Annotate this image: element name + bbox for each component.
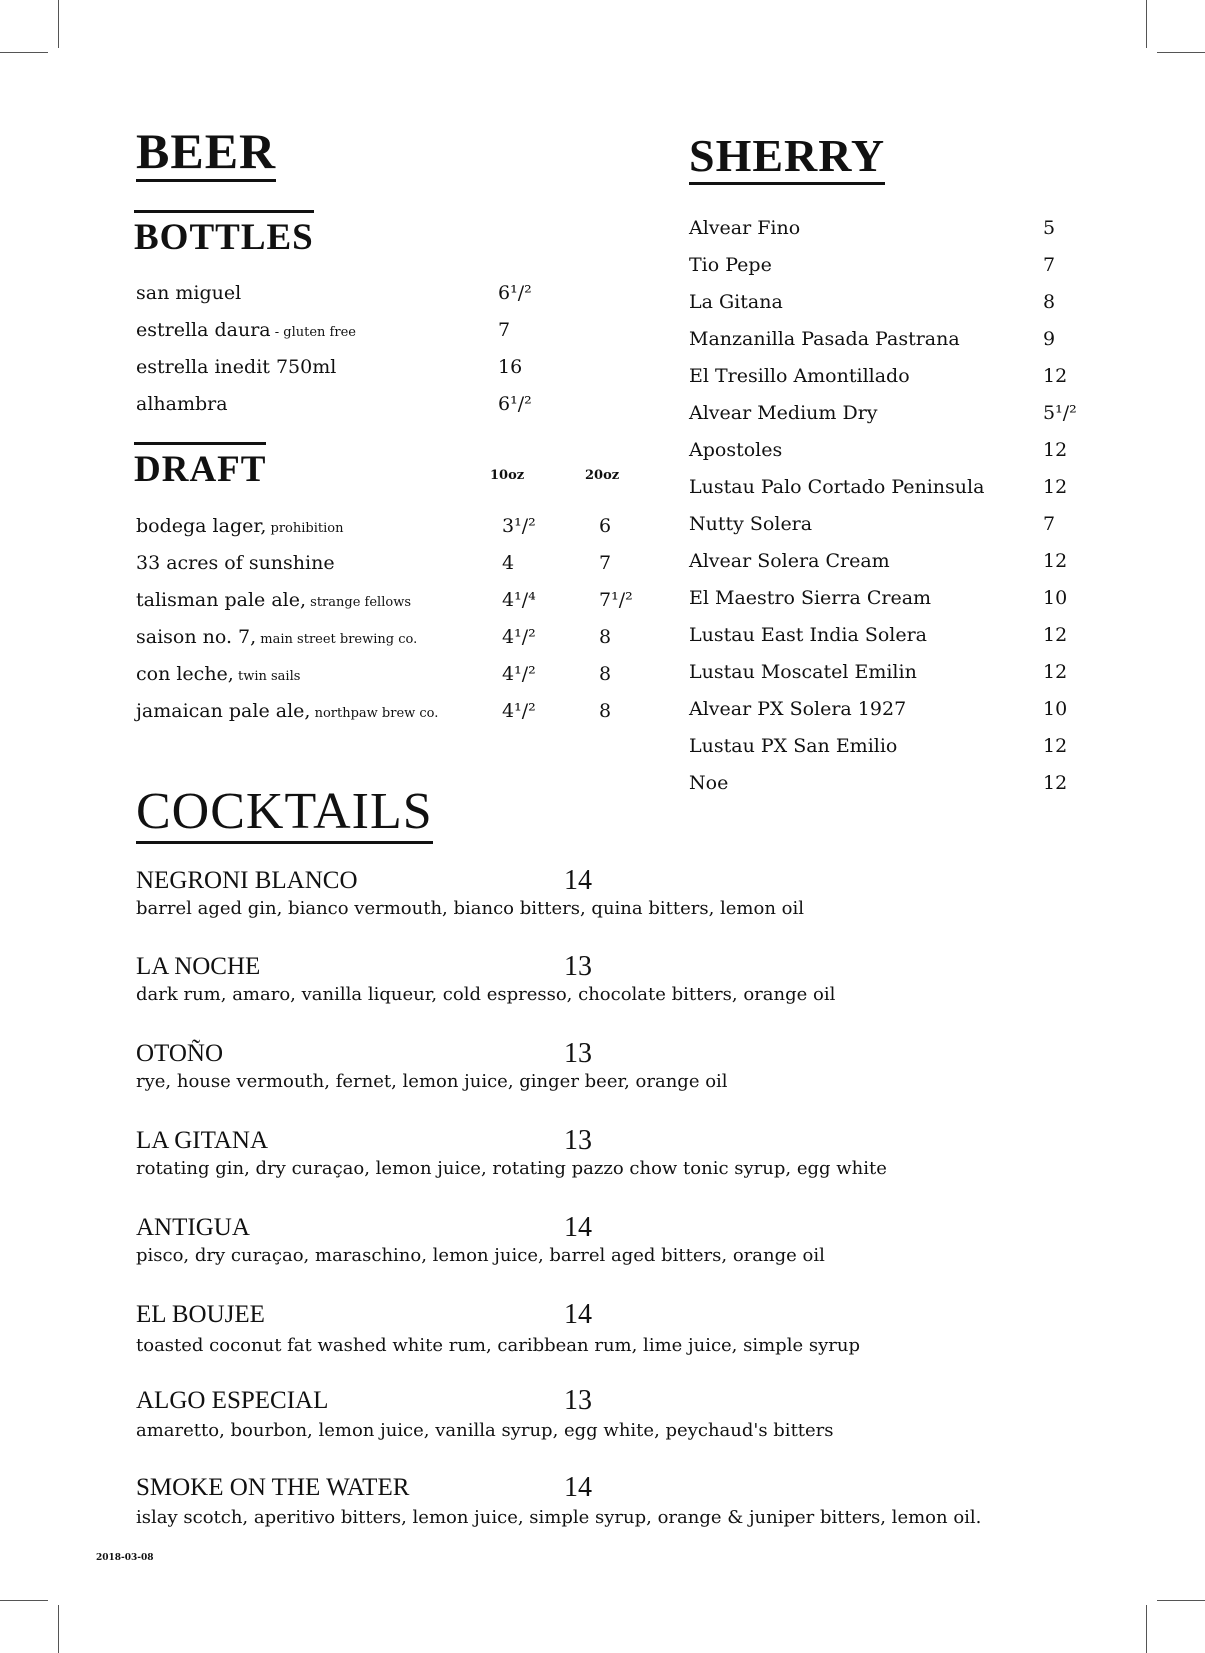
sherry-heading: SHERRY <box>689 133 885 185</box>
cocktail-description: dark rum, amaro, vanilla liqueur, cold espresso, chocolate bitters, orange oil <box>136 984 836 1005</box>
crop-mark <box>0 1600 48 1601</box>
sherry-name: Apostoles <box>689 439 783 461</box>
draft-name: jamaican pale ale, northpaw brew co. <box>136 700 439 722</box>
sherry-price: 12 <box>1043 439 1068 461</box>
draft-price-10oz: 4¹/² <box>502 626 536 648</box>
cocktail-name: OTOÑO <box>136 1040 224 1067</box>
sherry-name: Tio Pepe <box>689 254 772 276</box>
bottle-price: 7 <box>498 319 511 341</box>
draft-name: talisman pale ale, strange fellows <box>136 589 411 611</box>
cocktail-price: 13 <box>564 951 592 982</box>
sherry-name: El Maestro Sierra Cream <box>689 587 932 609</box>
draft-price-10oz: 3¹/² <box>502 515 536 537</box>
sherry-price: 8 <box>1043 291 1056 313</box>
bottle-price: 6¹/² <box>498 393 532 415</box>
crop-mark <box>58 1605 59 1653</box>
cocktail-price: 14 <box>564 865 592 896</box>
sherry-price: 12 <box>1043 550 1068 572</box>
sherry-price: 7 <box>1043 254 1056 276</box>
cocktail-price: 13 <box>564 1038 592 1069</box>
cocktail-name: ALGO ESPECIAL <box>136 1387 329 1414</box>
bottle-price: 16 <box>498 356 523 378</box>
draft-price-20oz: 6 <box>599 515 612 537</box>
sherry-name: El Tresillo Amontillado <box>689 365 910 387</box>
bottle-name: alhambra <box>136 393 228 415</box>
col-10oz-header: 10oz <box>490 468 525 483</box>
draft-price-20oz: 8 <box>599 626 612 648</box>
sherry-name: Lustau Moscatel Emilin <box>689 661 917 683</box>
sherry-price: 9 <box>1043 328 1056 350</box>
draft-name: con leche, twin sails <box>136 663 301 685</box>
cocktail-description: pisco, dry curaçao, maraschino, lemon juice, barrel aged bitters, orange oil <box>136 1245 825 1266</box>
draft-name: saison no. 7, main street brewing co. <box>136 626 418 648</box>
crop-mark <box>1146 1605 1147 1653</box>
sherry-price: 12 <box>1043 624 1068 646</box>
cocktail-price: 13 <box>564 1385 592 1416</box>
col-20oz-header: 20oz <box>585 468 620 483</box>
bottle-name: estrella inedit 750ml <box>136 356 337 378</box>
cocktail-description: rotating gin, dry curaçao, lemon juice, rotating pazzo chow tonic syrup, egg white <box>136 1158 887 1179</box>
draft-price-20oz: 8 <box>599 663 612 685</box>
sherry-price: 12 <box>1043 365 1068 387</box>
crop-mark <box>58 0 59 48</box>
draft-price-10oz: 4¹/⁴ <box>502 589 536 611</box>
bottles-heading: BOTTLES <box>134 210 314 256</box>
cocktail-description: barrel aged gin, bianco vermouth, bianco bitters, quina bitters, lemon oil <box>136 898 805 919</box>
cocktail-price: 14 <box>564 1299 592 1330</box>
cocktails-heading: COCKTAILS <box>136 786 433 844</box>
bottle-price: 6¹/² <box>498 282 532 304</box>
cocktail-description: amaretto, bourbon, lemon juice, vanilla syrup, egg white, peychaud's bitters <box>136 1420 834 1441</box>
draft-heading: DRAFT <box>134 442 266 488</box>
sherry-price: 5 <box>1043 217 1056 239</box>
sherry-price: 12 <box>1043 772 1068 794</box>
crop-mark <box>1157 52 1205 53</box>
draft-price-10oz: 4 <box>502 552 515 574</box>
sherry-name: Alvear Solera Cream <box>689 550 890 572</box>
sherry-price: 12 <box>1043 661 1068 683</box>
sherry-name: Alvear Medium Dry <box>689 402 878 424</box>
cocktail-name: EL BOUJEE <box>136 1301 265 1328</box>
crop-mark <box>0 52 48 53</box>
draft-price-20oz: 7¹/² <box>599 589 633 611</box>
sherry-price: 7 <box>1043 513 1056 535</box>
sherry-name: Lustau East India Solera <box>689 624 928 646</box>
draft-price-20oz: 7 <box>599 552 612 574</box>
bottle-name: san miguel <box>136 282 242 304</box>
cocktail-name: NEGRONI BLANCO <box>136 867 358 894</box>
sherry-name: Manzanilla Pasada Pastrana <box>689 328 960 350</box>
sherry-name: Lustau PX San Emilio <box>689 735 898 757</box>
cocktail-description: rye, house vermouth, fernet, lemon juice, ginger beer, orange oil <box>136 1071 728 1092</box>
sherry-name: Noe <box>689 772 729 794</box>
draft-name: 33 acres of sunshine <box>136 552 335 574</box>
sherry-price: 10 <box>1043 698 1068 720</box>
sherry-name: Nutty Solera <box>689 513 813 535</box>
draft-name: bodega lager, prohibition <box>136 515 344 537</box>
cocktail-price: 14 <box>564 1472 592 1503</box>
sherry-name: Lustau Palo Cortado Peninsula <box>689 476 985 498</box>
cocktail-description: toasted coconut fat washed white rum, caribbean rum, lime juice, simple syrup <box>136 1335 860 1356</box>
cocktail-price: 14 <box>564 1212 592 1243</box>
cocktail-name: LA NOCHE <box>136 953 261 980</box>
cocktail-name: SMOKE ON THE WATER <box>136 1474 410 1501</box>
crop-mark <box>1157 1600 1205 1601</box>
beer-heading: BEER <box>136 126 276 182</box>
crop-mark <box>1146 0 1147 48</box>
bottle-name: estrella daura - gluten free <box>136 319 356 341</box>
cocktail-description: islay scotch, aperitivo bitters, lemon juice, simple syrup, orange & juniper bitters, lemon oil. <box>136 1507 982 1528</box>
cocktail-name: LA GITANA <box>136 1127 269 1154</box>
draft-price-20oz: 8 <box>599 700 612 722</box>
sherry-price: 12 <box>1043 476 1068 498</box>
sherry-price: 10 <box>1043 587 1068 609</box>
sherry-price: 5¹/² <box>1043 402 1077 424</box>
sherry-name: La Gitana <box>689 291 783 313</box>
sherry-name: Alvear PX Solera 1927 <box>689 698 907 720</box>
cocktail-price: 13 <box>564 1125 592 1156</box>
draft-price-10oz: 4¹/² <box>502 700 536 722</box>
sherry-price: 12 <box>1043 735 1068 757</box>
cocktail-name: ANTIGUA <box>136 1214 250 1241</box>
print-date: 2018-03-08 <box>96 1553 154 1563</box>
sherry-name: Alvear Fino <box>689 217 801 239</box>
draft-price-10oz: 4¹/² <box>502 663 536 685</box>
